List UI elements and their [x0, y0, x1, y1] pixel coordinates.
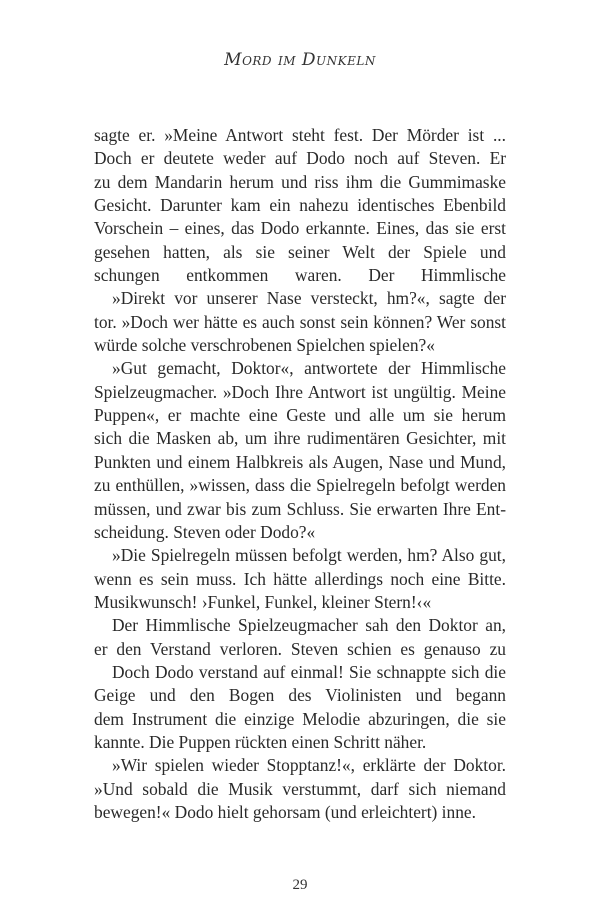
text-line: dem Instrument die einzige Melodie abzuringen, die sie: [94, 708, 506, 729]
page-number: 29: [292, 877, 308, 893]
text-line: er den Verstand verloren. Steven schien es genauso zu: [94, 638, 506, 659]
body-text: [94, 124, 506, 824]
text-line: Vorschein – eines, das Dodo erkannte. Eines, das sie erst: [94, 218, 506, 239]
text-line: Punkten und einem Halbkreis als Augen, Nase und Mund,: [94, 451, 506, 472]
text-line: wenn es sein muss. Ich hätte allerdings noch eine Bitte.: [94, 568, 506, 589]
text-line: Doch Dodo verstand auf einmal! Sie schnappte sich die: [112, 661, 506, 682]
text-line: »Direkt vor unserer Nase versteckt, hm?«, sagte der: [112, 288, 506, 309]
text-line: Doch er deutete weder auf Dodo noch auf Steven. Er: [94, 148, 506, 169]
text-line: würde solche verschrobenen Spielchen spielen?«: [94, 335, 435, 356]
text-line: Spielzeugmacher. »Doch Ihre Antwort ist ungültig. Meine: [94, 381, 506, 402]
text-line: müssen, und zwar bis zum Schluss. Sie erwarten Ihre Ent-: [94, 498, 506, 519]
text-line: »Gut gemacht, Doktor«, antwortete der Himmlische: [112, 358, 506, 379]
text-line: Gesicht. Darunter kam ein nahezu identisches Ebenbild: [94, 195, 506, 216]
text-line: Musikwunsch! ›Funkel, Funkel, kleiner Stern!‹«: [94, 591, 432, 612]
text-line: scheidung. Steven oder Dodo?«: [94, 521, 316, 542]
text-line: »Wir spielen wieder Stopptanz!«, erklärte der Doktor.: [112, 755, 506, 776]
running-head: Mord im Dunkeln: [224, 50, 376, 70]
text-line: Der Himmlische Spielzeugmacher sah den Doktor an,: [112, 615, 506, 636]
text-line: gesehen hatten, als sie seiner Welt der Spiele und: [94, 241, 506, 262]
text-line: zu dem Mandarin herum und riss ihm die Gummimaske: [94, 171, 506, 192]
text-line: Puppen«, er machte eine Geste und alle um sie herum: [94, 405, 506, 426]
text-line: Geige und den Bogen des Violinisten und begann: [94, 685, 506, 706]
text-line: »Und sobald die Musik verstummt, darf sich niemand: [94, 778, 506, 799]
text-line: »Die Spielregeln müssen befolgt werden, hm? Also gut,: [112, 545, 506, 566]
text-line: schungen entkommen waren. Der Himmlische: [94, 265, 506, 286]
text-line: kannte. Die Puppen rückten einen Schritt näher.: [94, 731, 427, 752]
text-line: sich die Masken ab, um ihre rudimentären Gesichter, mit: [94, 428, 506, 449]
text-line: zu enthüllen, »wissen, dass die Spielregeln befolgt werden: [94, 475, 506, 496]
text-line: bewegen!« Dodo hielt gehorsam (und erleichtert) inne.: [94, 801, 476, 822]
text-line: sagte er. »Meine Antwort steht fest. Der Mörder ist ...: [94, 125, 506, 145]
text-line: tor. »Doch wer hätte es auch sonst sein können? Wer sonst: [94, 311, 506, 332]
